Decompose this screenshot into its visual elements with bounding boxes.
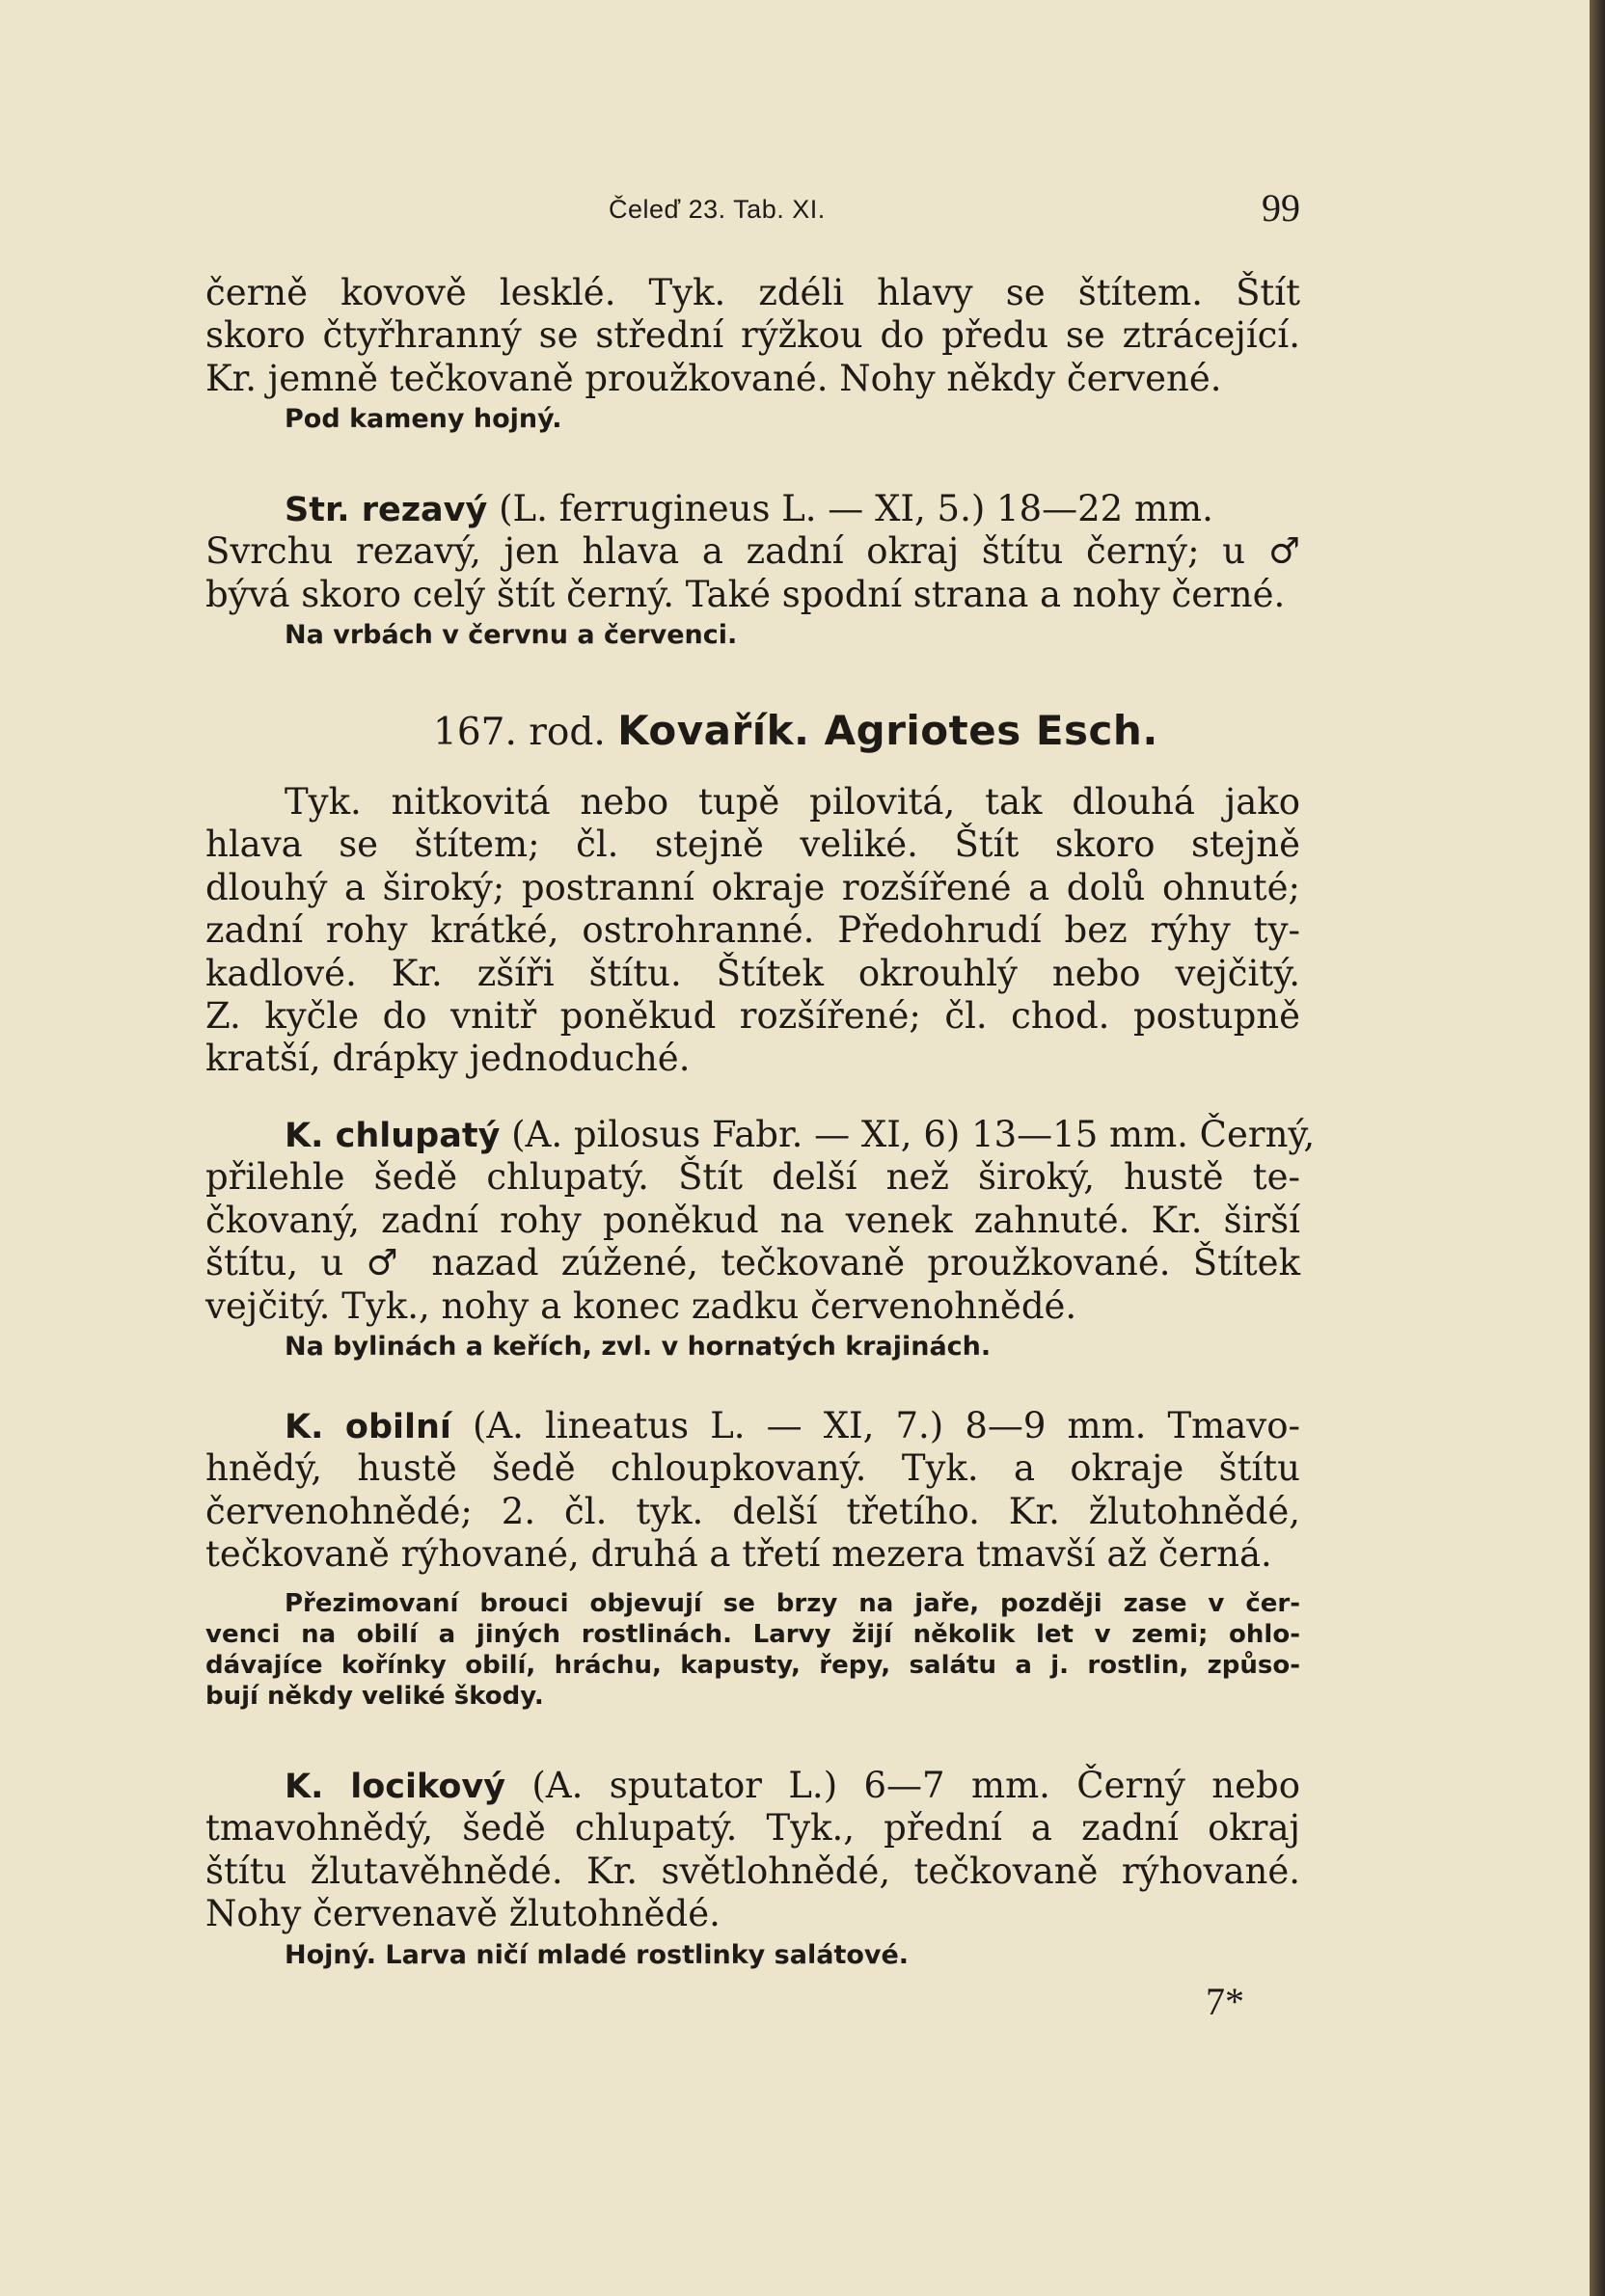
text-line: červenohnědé; 2. čl. tyk. delší třetího. Kr. žlutohnědé, bbox=[205, 1490, 1300, 1532]
book-edge bbox=[1590, 0, 1605, 2296]
genus-name: Kovařík. Agriotes Esch. bbox=[617, 707, 1158, 754]
page-number: 99 bbox=[1262, 186, 1300, 230]
text-line: Tyk. nitkovitá nebo tupě pilovitá, tak dlouhá jako bbox=[285, 781, 1300, 823]
species-entry-obilni bbox=[205, 1405, 1300, 1712]
species-heading-line bbox=[205, 488, 1300, 530]
text-line: dlouhý a široký; postranní okraje rozšířené a dolů ohnuté; bbox=[205, 866, 1300, 908]
running-title: Čeleď 23. Tab. XI. bbox=[609, 195, 826, 224]
text-line: Z. kyčle do vnitř poněkud rozšířené; čl. chod. postupně bbox=[205, 994, 1300, 1037]
habitat-note: Na vrbách v červnu a červenci. bbox=[285, 620, 738, 651]
genus-description bbox=[205, 781, 1300, 1081]
note-line: Přezimovaní brouci objevují se brzy na jaře, později zase v čer- bbox=[285, 1588, 1300, 1618]
habitat-note: Hojný. Larva ničí mladé rostlinky salátové. bbox=[285, 1939, 910, 1970]
text-line: čkovaný, zadní rohy poněkud na venek zahnuté. Kr. širší bbox=[205, 1199, 1300, 1241]
species-meta: (L. ferrugineus L. — XI, 5.) 18—22 mm. bbox=[487, 488, 1213, 529]
text-line: tmavohnědý, šedě chlupatý. Tyk., přední a zadní okraj bbox=[205, 1807, 1300, 1850]
species-name: K. obilní bbox=[285, 1408, 451, 1446]
species-name: K. chlupatý bbox=[285, 1117, 501, 1155]
species-heading-line bbox=[205, 1114, 1316, 1156]
text-line: hlava se štítem; čl. stejně veliké. Štít skoro stejně bbox=[205, 824, 1300, 866]
text-line: vejčitý. Tyk., nohy a konec zadku červenohnědé. bbox=[205, 1284, 1077, 1327]
species-entry-locikovy bbox=[205, 1765, 1300, 1975]
text-line: hnědý, hustě šedě chloupkovaný. Tyk. a okraje štítu bbox=[205, 1447, 1300, 1490]
text-line: štítu žlutavěhnědé. Kr. světlohnědé, tečkovaně rýhované. bbox=[205, 1850, 1300, 1892]
species-heading-line bbox=[205, 1405, 1300, 1447]
text-line: tečkovaně rýhované, druhá a třetí mezera tmavší až černá. bbox=[205, 1533, 1272, 1576]
continuation-paragraph bbox=[205, 272, 1300, 439]
text-line: Svrchu rezavý, jen hlava a zadní okraj štítu černý; u ♂ bbox=[205, 530, 1300, 573]
species-name: K. locikový bbox=[285, 1768, 506, 1806]
genus-heading bbox=[433, 707, 1301, 754]
habitat-note: Pod kameny hojný. bbox=[285, 404, 562, 435]
text-line: černě kovově lesklé. Tyk. zdéli hlavy se štítem. Štít bbox=[205, 272, 1300, 313]
text-line: zadní rohy krátké, ostrohranné. Předohrudí bez rýhy ty- bbox=[205, 909, 1300, 952]
species-meta: (A. lineatus L. — XI, 7.) 8—9 mm. Tmavo- bbox=[450, 1405, 1300, 1446]
running-head bbox=[205, 185, 1300, 233]
text-line: kratší, drápky jednoduché. bbox=[205, 1038, 691, 1080]
text-line: přilehle šedě chlupatý. Štít delší než široký, hustě te- bbox=[205, 1156, 1300, 1199]
text-line: Nohy červenavě žlutohnědé. bbox=[205, 1893, 721, 1935]
signature-mark: 7* bbox=[1206, 1980, 1244, 2023]
species-heading-line bbox=[205, 1765, 1300, 1807]
text-line: skoro čtyřhranný se střední rýžkou do předu se ztrácející. bbox=[205, 314, 1300, 357]
text-line: Kr. jemně tečkovaně proužkované. Nohy někdy červené. bbox=[205, 357, 1222, 399]
species-entry-chlupaty bbox=[205, 1114, 1316, 1366]
species-meta: (A. sputator L.) 6—7 mm. Černý nebo bbox=[505, 1765, 1300, 1806]
note-line: dávajíce kořínky obilí, hráchu, kapusty, řepy, salátu a j. rostlin, způso- bbox=[205, 1650, 1300, 1680]
genus-number: 167. rod. bbox=[433, 711, 606, 754]
note-line: venci na obilí a jiných rostlinách. Larvy žijí několik let v zemi; ohlo- bbox=[205, 1619, 1300, 1649]
species-entry-rezavy bbox=[205, 488, 1300, 655]
text-line: štítu, u ♂ nazad zúžené, tečkovaně proužkované. Štítek bbox=[205, 1242, 1300, 1284]
text-line: kadlové. Kr. zšíři štítu. Štítek okrouhlý nebo vejčitý. bbox=[205, 952, 1300, 994]
note-line: bují někdy veliké škody. bbox=[205, 1681, 544, 1711]
text-line: bývá skoro celý štít černý. Také spodní strana a nohy černé. bbox=[205, 573, 1286, 615]
species-name: Str. rezavý bbox=[285, 491, 488, 529]
habitat-note: Na bylinách a keřích, zvl. v hornatých krajinách. bbox=[285, 1331, 992, 1362]
species-meta: (A. pilosus Fabr. — XI, 6) 13—15 mm. Černý, bbox=[500, 1114, 1316, 1155]
